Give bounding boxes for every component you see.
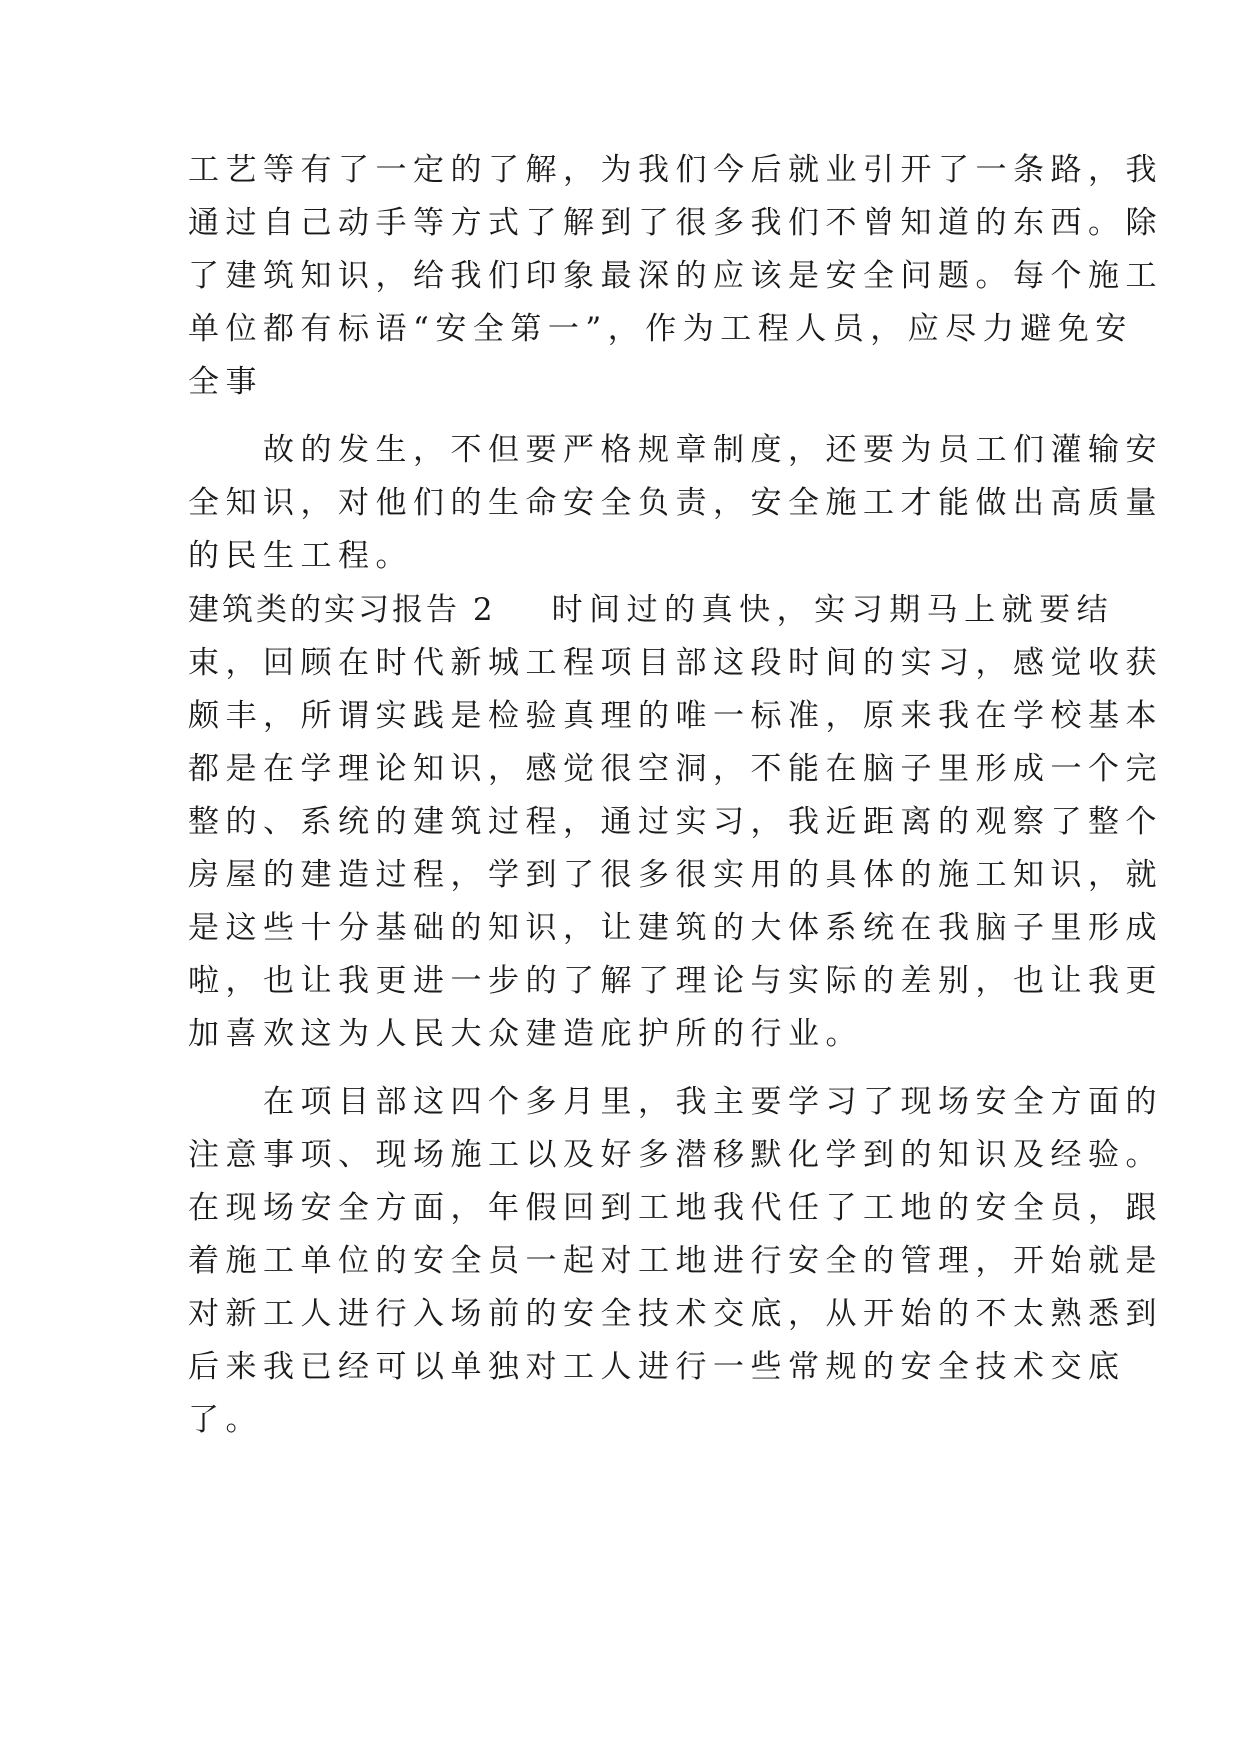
- section-heading-line: [188, 590, 1115, 630]
- section-heading: 建筑类的实习报告 2: [188, 592, 496, 628]
- text-line: 后来我已经可以单独对工人进行一些常规的安全技术交底: [188, 1349, 1126, 1385]
- text-line: 注意事项、现场施工以及好多潜移默化学到的知识及经验。: [188, 1137, 1163, 1173]
- text-line: 啦，也让我更进一步的了解了理论与实际的差别，也让我更: [188, 963, 1163, 999]
- text-line: 在项目部这四个多月里，我主要学习了现场安全方面的: [188, 1084, 1163, 1120]
- text-line: 工艺等有了一定的了解，为我们今后就业引开了一条路，我: [188, 152, 1163, 188]
- text-line: 着施工单位的安全员一起对工地进行安全的管理，开始就是: [188, 1243, 1163, 1279]
- text-line: 整的、系统的建筑过程，通过实习，我近距离的观察了整个: [188, 804, 1163, 840]
- text-line: 时间过的真快，实习期马上就要结: [551, 592, 1115, 628]
- text-line: 通过自己动手等方式了解到了很多我们不曾知道的东西。除: [188, 205, 1163, 241]
- text-line: 全知识，对他们的生命安全负责，安全施工才能做出高质量: [188, 485, 1163, 521]
- text-line: 单位都有标语“安全第一”，作为工程人员，应尽力避免安: [188, 311, 1133, 347]
- text-line: 了建筑知识，给我们印象最深的应该是安全问题。每个施工: [188, 258, 1163, 294]
- text-line: 都是在学理论知识，感觉很空洞，不能在脑子里形成一个完: [188, 751, 1163, 787]
- text-line: 颇丰，所谓实践是检验真理的唯一标准，原来我在学校基本: [188, 698, 1163, 734]
- text-line: 对新工人进行入场前的安全技术交底，从开始的不太熟悉到: [188, 1296, 1163, 1332]
- text-line: 是这些十分基础的知识，让建筑的大体系统在我脑子里形成: [188, 910, 1163, 946]
- text-line: 故的发生，不但要严格规章制度，还要为员工们灌输安: [188, 432, 1163, 468]
- text-line: 了。: [188, 1402, 263, 1438]
- text-line: 加喜欢这为人民大众建造庇护所的行业。: [188, 1016, 863, 1052]
- text-line: 束，回顾在时代新城工程项目部这段时间的实习，感觉收获: [188, 645, 1163, 681]
- text-line: 全事: [188, 364, 263, 400]
- text-line: 在现场安全方面，年假回到工地我代任了工地的安全员，跟: [188, 1190, 1163, 1226]
- text-line: 房屋的建造过程，学到了很多很实用的具体的施工知识，就: [188, 857, 1163, 893]
- text-line: 的民生工程。: [188, 538, 413, 574]
